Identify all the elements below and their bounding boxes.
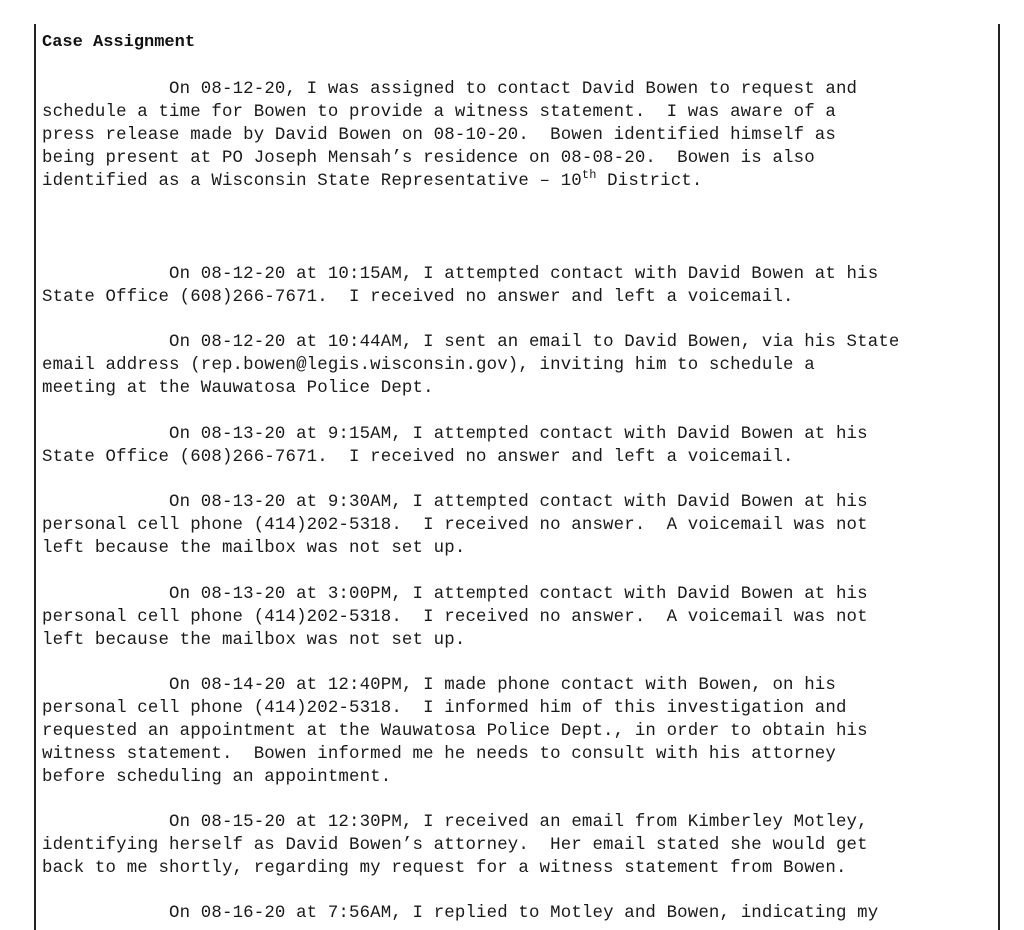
paragraph-assignment-text-end: District.: [596, 172, 703, 191]
paragraph-entry: On 08-14-20 at 12:40PM, I made phone contact with Bowen, on his personal cell phone (414)202-5318. I informed him of this investigation and requested an appointment at the Wauwatosa Police Dept., in order to obtain his witness statement. Bowen informed me he needs to consult with his attorney before scheduling an appointment.: [42, 676, 868, 787]
ordinal-superscript: th: [581, 168, 597, 182]
paragraph-entry: On 08-13-20 at 9:30AM, I attempted contact with David Bowen at his personal cell phone (414)202-5318. I received no answer. A voicemail was not left because the mailbox was not set up.: [42, 493, 868, 558]
left-border-rule: [34, 24, 36, 930]
paragraph-entry: On 08-16-20 at 7:56AM, I replied to Motley and Bowen, indicating my: [42, 904, 879, 923]
paragraph-assignment: [42, 78, 992, 193]
paragraph-entry: On 08-13-20 at 9:15AM, I attempted contact with David Bowen at his State Office (608)266-7671. I received no answer and left a voicemail.: [42, 425, 868, 467]
paragraph-assignment-text: On 08-12-20, I was assigned to contact David Bowen to request and schedule a time for Bowen to provide a witness statement. I was aware of a press release made by David Bowen on 08-10-20. Bowen identified himself as being present at PO Joseph Mensah’s residence on 08-08-20. Bowen is also identified as a Wisconsin State Representative – 10: [42, 80, 858, 191]
report-body: [42, 32, 992, 925]
paragraph-entry: On 08-15-20 at 12:30PM, I received an email from Kimberley Motley, identifying herself as David Bowen’s attorney. Her email stated she would get back to me shortly, regarding my request for a witness statement from Bowen.: [42, 813, 868, 878]
paragraph-entry: On 08-13-20 at 3:00PM, I attempted contact with David Bowen at his personal cell phone (414)202-5318. I received no answer. A voicemail was not left because the mailbox was not set up.: [42, 585, 868, 650]
right-border-rule: [998, 24, 1000, 930]
section-heading: Case Assignment: [42, 33, 196, 52]
paragraph-entry: On 08-12-20 at 10:44AM, I sent an email to David Bowen, via his State email address (rep.bowen@legis.wisconsin.gov), inviting him to schedule a meeting at the Wauwatosa Police Dept.: [42, 333, 900, 398]
paragraph-entry: On 08-12-20 at 10:15AM, I attempted contact with David Bowen at his State Office (608)266-7671. I received no answer and left a voicemail.: [42, 265, 879, 307]
